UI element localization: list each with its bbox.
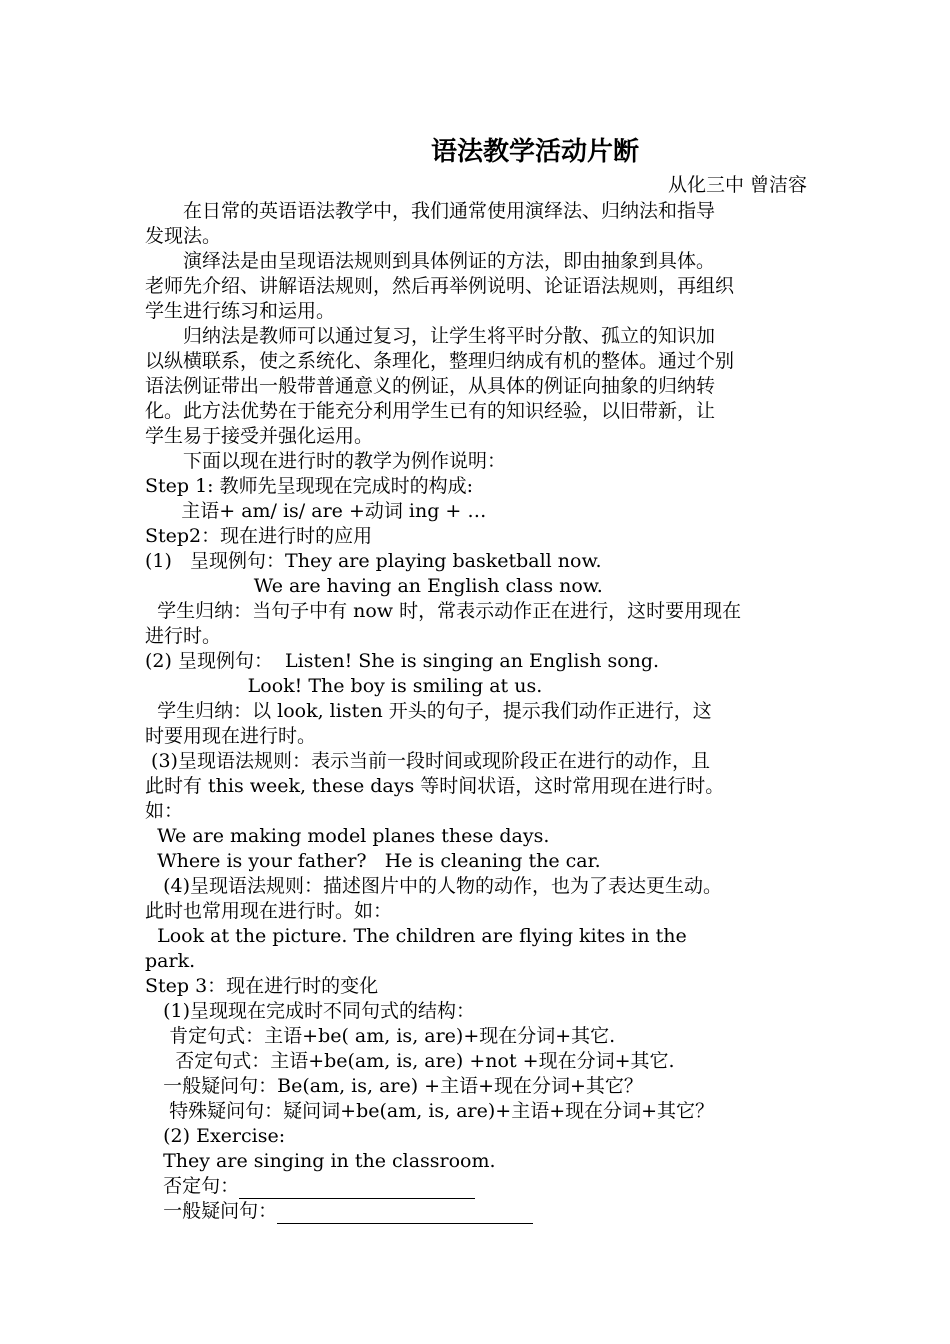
text-line xyxy=(145,399,810,424)
text-line xyxy=(145,774,810,799)
text-line xyxy=(145,974,810,999)
text-line xyxy=(145,1049,810,1074)
text-line-content: 时要用现在进行时。 xyxy=(145,725,317,747)
text-line xyxy=(145,674,810,699)
text-line xyxy=(145,249,810,274)
text-line xyxy=(145,999,810,1024)
text-line xyxy=(145,1149,810,1174)
text-line-content: (1) 呈现例句：They are playing basketball now. xyxy=(145,550,602,572)
text-line xyxy=(145,724,810,749)
text-line-content: 学生归纳：当句子中有 now 时，常表示动作正在进行，这时要用现在 xyxy=(145,600,742,622)
text-line xyxy=(145,824,810,849)
text-line xyxy=(145,299,810,324)
text-line-content: 此时也常用现在进行时。如： xyxy=(145,900,393,922)
text-line xyxy=(145,199,810,224)
text-line-content: 化。此方法优势在于能充分利用学生已有的知识经验，以旧带新，让 xyxy=(145,400,716,422)
text-line-content: 否定句： xyxy=(145,1175,240,1197)
text-line xyxy=(145,324,810,349)
text-line-content: 此时有 this week, these days 等时间状语，这时常用现在进行时。 xyxy=(145,775,725,797)
text-line xyxy=(145,799,810,824)
text-line xyxy=(145,474,810,499)
text-line xyxy=(145,1074,810,1099)
text-line-content: 进行时。 xyxy=(145,625,222,647)
text-line-content: park. xyxy=(145,950,196,972)
text-line-content: 语法例证带出一般带普通意义的例证，从具体的例证向抽象的归纳转 xyxy=(145,375,716,397)
text-line-content: We are having an English class now. xyxy=(145,575,603,597)
text-line xyxy=(145,874,810,899)
document-title: 语法教学活动片断 xyxy=(430,137,639,167)
text-line xyxy=(145,524,810,549)
text-line-content: Step 1: 教师先呈现现在完成时的构成: xyxy=(145,475,474,497)
text-line-content: We are making model planes these days. xyxy=(145,825,550,847)
text-line xyxy=(145,1174,810,1199)
text-line-content: 在日常的英语语法教学中，我们通常使用演绎法、归纳法和指导 xyxy=(145,200,716,222)
text-line-content: 下面以现在进行时的教学为例作说明： xyxy=(145,450,507,472)
text-line xyxy=(145,649,810,674)
text-line xyxy=(145,899,810,924)
text-line-content: 学生进行练习和运用。 xyxy=(145,300,336,322)
text-line xyxy=(145,549,810,574)
text-line-content: 以纵横联系，使之系统化、条理化，整理归纳成有机的整体。通过个别 xyxy=(145,350,735,372)
text-line-content: 归纳法是教师可以通过复习，让学生将平时分散、孤立的知识加 xyxy=(145,325,716,347)
text-line xyxy=(145,849,810,874)
text-line xyxy=(145,924,810,949)
text-line xyxy=(145,699,810,724)
text-line xyxy=(145,574,810,599)
text-line xyxy=(145,1024,810,1049)
text-line-content: 主语+ am/ is/ are +动词 ing + … xyxy=(145,500,487,522)
answer-blank[interactable] xyxy=(277,1205,533,1224)
text-line-content: 特殊疑问句：疑问词+be(am, is, are)+主语+现在分词+其它？ xyxy=(145,1100,715,1122)
text-line xyxy=(145,449,810,474)
text-line xyxy=(145,274,810,299)
text-line-content: 学生归纳：以 look, listen 开头的句子，提示我们动作正进行，这 xyxy=(145,700,712,722)
text-line-content: 学生易于接受并强化运用。 xyxy=(145,425,374,447)
text-line-content: They are singing in the classroom. xyxy=(145,1150,496,1172)
text-line-content: (4)呈现语法规则：描述图片中的人物的动作，也为了表达更生动。 xyxy=(145,875,723,897)
text-line xyxy=(145,424,810,449)
answer-blank[interactable] xyxy=(239,1180,475,1199)
text-line-content: 如： xyxy=(145,800,184,822)
text-line-content: 肯定句式：主语+be( am, is, are)+现在分词+其它. xyxy=(145,1025,616,1047)
text-line-content: Look at the picture. The children are flying kites in the xyxy=(145,925,687,947)
text-line xyxy=(145,624,810,649)
text-line-content: 老师先介绍、讲解语法规则，然后再举例说明、论证语法规则，再组织 xyxy=(145,275,735,297)
text-line xyxy=(145,499,810,524)
text-line-content: (3)呈现语法规则：表示当前一段时间或现阶段正在进行的动作，且 xyxy=(145,750,710,772)
text-line-content: Look! The boy is smiling at us. xyxy=(145,675,543,697)
text-line xyxy=(145,1099,810,1124)
document-body xyxy=(145,199,810,1224)
text-line xyxy=(145,349,810,374)
text-line-content: Where is your father? He is cleaning the car. xyxy=(145,850,601,872)
text-line-content: (1)呈现现在完成时不同句式的结构： xyxy=(145,1000,476,1022)
text-line-content: 一般疑问句：Be(am, is, are) +主语+现在分词+其它？ xyxy=(145,1075,643,1097)
text-line xyxy=(145,1199,810,1224)
text-line xyxy=(145,599,810,624)
text-line xyxy=(145,749,810,774)
text-line-content: 发现法。 xyxy=(145,225,222,247)
text-line-content: 一般疑问句： xyxy=(145,1200,278,1222)
text-line xyxy=(145,949,810,974)
author-line: 从化三中 曾洁容 xyxy=(667,174,807,196)
text-line xyxy=(145,374,810,399)
text-line-content: Step 3：现在进行时的变化 xyxy=(145,975,379,997)
text-line-content: 演绎法是由呈现语法规则到具体例证的方法，即由抽象到具体。 xyxy=(145,250,716,272)
text-line-content: Step2：现在进行时的应用 xyxy=(145,525,373,547)
text-line-content: (2) 呈现例句： Listen! She is singing an English song. xyxy=(145,650,660,672)
text-line-content: 否定句式：主语+be(am, is, are) +not +现在分词+其它. xyxy=(145,1050,675,1072)
text-line xyxy=(145,1124,810,1149)
text-line-content: (2) Exercise: xyxy=(145,1125,286,1147)
text-line xyxy=(145,224,810,249)
